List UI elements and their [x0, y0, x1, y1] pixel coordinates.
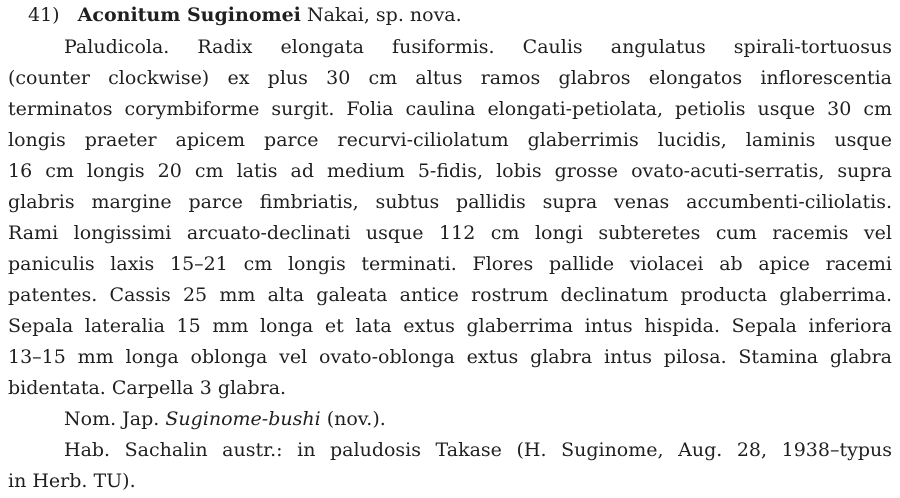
habitat-line-2: in Herb. TU).: [8, 470, 136, 492]
species-heading: [28, 2, 888, 28]
description-line-5: 16 cm longis 20 cm latis ad medium 5-fidis, lobis grosse ovato-acuti-serratis, supra: [8, 160, 892, 182]
habitat-line-1: Hab. Sachalin austr.: in paludosis Takase (H. Suginome, Aug. 28, 1938–typus: [64, 439, 892, 461]
description-line-1: Paludicola. Radix elongata fusiformis. Caulis angulatus spirali-tortuosus: [64, 36, 892, 58]
japanese-name-line: [64, 406, 892, 432]
description-line-3: terminatos corymbiforme surgit. Folia caulina elongati-petiolata, petiolis usque 30 cm: [8, 98, 892, 120]
species-author: Nakai, sp. nova.: [306, 4, 462, 26]
description-line-4: longis praeter apicem parce recurvi-ciliolatum glaberrimis lucidis, laminis usque: [8, 129, 892, 151]
entry-number: 41): [28, 4, 60, 26]
description-line-6: glabris margine parce fimbriatis, subtus pallidis supra venas accumbenti-ciliolatis.: [8, 191, 892, 213]
nom-jap-suffix: (nov.).: [326, 408, 386, 430]
description-line-7: Rami longissimi arcuato-declinati usque 112 cm longi subteretes cum racemis vel: [8, 222, 892, 244]
species-name: Aconitum Suginomei: [77, 4, 301, 26]
description-line-2: (counter clockwise) ex plus 30 cm altus ramos glabros elongatos inflorescentia: [8, 67, 892, 89]
description-line-9: patentes. Cassis 25 mm alta galeata antice rostrum declinatum producta glaberrima.: [8, 284, 892, 306]
japanese-name: Suginome-bushi: [165, 408, 321, 430]
description-line-12: bidentata. Carpella 3 glabra.: [8, 377, 287, 399]
nom-jap-prefix: Nom. Jap.: [64, 408, 160, 430]
description-line-8: paniculis laxis 15–21 cm longis terminati. Flores pallide violacei ab apice racemi: [8, 253, 892, 275]
description-line-11: 13–15 mm longa oblonga vel ovato-oblonga extus glabra intus pilosa. Stamina glabra: [8, 346, 892, 368]
description-line-10: Sepala lateralia 15 mm longa et lata extus glaberrima intus hispida. Sepala inferiora: [8, 315, 892, 337]
